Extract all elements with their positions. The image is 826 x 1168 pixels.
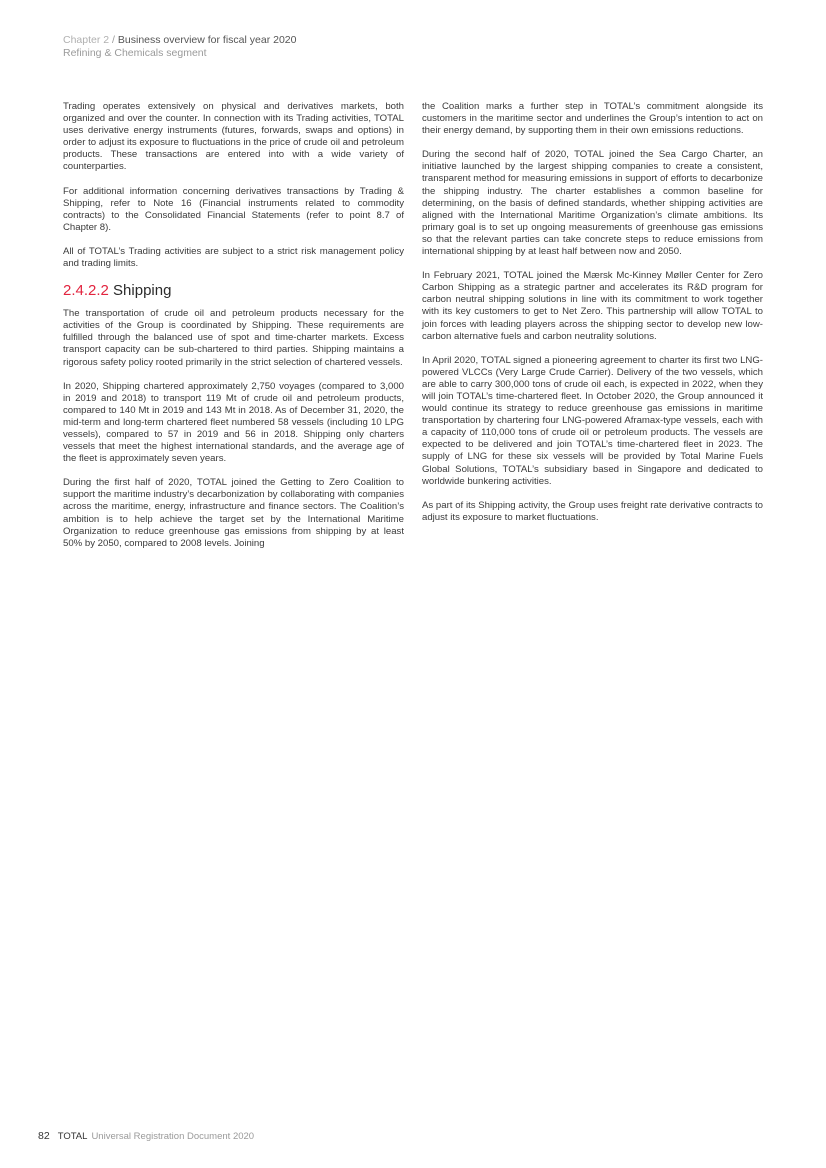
document-title: Universal Registration Document 2020 [91,1131,255,1142]
paragraph: In April 2020, TOTAL signed a pioneering agreement to charter its first two LNG-powered VLCCs (Very Large Crude Carrier). Delivery of the two vessels, which are able to carry 300,000 tons of crude oil each, is expected in 2022, when they will join TOTAL’s time-chartered fleet. In October 2020, the Group announced it would continue its strategy to reduce greenhouse gas emissions in maritime transportation by chartering four LNG-powered Aframax-type vessels, each with a capacity of 110,000 tons of crude oil or petroleum products. The vessels are expected to be delivered and join TOTAL’s time-chartered fleet in 2023. The supply of LNG for these six vessels will be provided by Total Marine Fuels Global Solutions, TOTAL’s subsidiary based in Singapore and dedicated to worldwide bunkering activities. [422,354,763,487]
page-footer [38,1130,254,1142]
brand-name: TOTAL [57,1131,88,1142]
left-column [63,101,404,562]
paragraph: The transportation of crude oil and petroleum products necessary for the activities of the Group is coordinated by Shipping. These requirements are fulfilled through the balanced use of spot and time-charter markets. Excess transport capacity can be sub-chartered to third parties. Shipping maintains a rigorous safety policy rooted primarily in the strict selection of chartered vessels. [63,308,404,368]
chapter-label: Chapter 2 [63,34,110,46]
paragraph: All of TOTAL’s Trading activities are subject to a strict risk management policy and trading limits. [63,245,404,270]
paragraph: In 2020, Shipping chartered approximately 2,750 voyages (compared to 3,000 in 2019 and 2018) to transport 119 Mt of crude oil and petroleum products, compared to 140 Mt in 2019 and 143 Mt in 2018. As of December 31, 2020, the mid-term and long-term chartered fleet numbered 58 vessels (including 10 LPG vessels), compared to 57 in 2019 and 56 in 2018. Shipping only charters vessels that meet the highest international standards, and the average age of the fleet is approximately seven years. [63,380,404,465]
chapter-separator: / [109,34,118,46]
paragraph: Trading operates extensively on physical and derivatives markets, both organized and over the counter. In connection with its Trading activities, TOTAL uses derivative energy instruments (futures, forwards, swaps and options) in order to adjust its exposure to fluctuations in the price of crude oil and petroleum products. These transactions are entered into with a wide variety of counterparties. [63,101,404,173]
right-column [422,101,763,536]
chapter-title: Business overview for fiscal year 2020 [117,34,297,46]
segment-title: Refining & Chemicals segment [63,47,207,59]
section-heading [63,282,404,300]
header-chapter-line [63,34,296,47]
section-title: Shipping [108,282,172,300]
paragraph: As part of its Shipping activity, the Group uses freight rate derivative contracts to adjust its exposure to market fluctuations. [422,499,763,523]
running-header [63,34,296,60]
paragraph: In February 2021, TOTAL joined the Mærsk Mc-Kinney Møller Center for Zero Carbon Shipping as a strategic partner and accelerates its R&D program for carbon neutral shipping solutions in line with its commitment to work together with its key customers to get to Net Zero. This partnership will allow TOTAL to join forces with leading players across the shipping sector to develop new low-carbon alternative fuels and carbon neutrality solutions. [422,270,763,342]
paragraph: During the first half of 2020, TOTAL joined the Getting to Zero Coalition to support the maritime industry’s decarbonization by collaborating with companies across the maritime, energy, infrastructure and finance sectors. The Coalition’s ambition is to help achieve the target set by the International Maritime Organization to reduce greenhouse gas emissions from shipping by at least 50% by 2050, compared to 2008 levels. Joining [63,477,404,549]
paragraph: For additional information concerning derivatives transactions by Trading & Shipping, refer to Note 16 (Financial instruments related to commodity contracts) to the Consolidated Financial Statements (refer to point 8.7 of Chapter 8). [63,185,404,233]
paragraph: the Coalition marks a further step in TOTAL’s commitment alongside its customers in the maritime sector and underlines the Group’s intention to act on their energy demand, by supporting them in their own emissions reductions. [422,101,763,137]
page-number: 82 [38,1130,50,1142]
section-number: 2.4.2.2 [63,282,109,300]
paragraph: During the second half of 2020, TOTAL joined the Sea Cargo Charter, an initiative launched by the largest shipping companies to create a consistent, transparent method for measuring emissions in support of efforts to decarbonize the shipping industry. The charter establishes a common baseline for determining, on the basis of defined standards, whether shipping activities are aligned with the International Maritime Organization’s climate ambitions. Its primary goal is to set up ongoing measurements of greenhouse gas emissions so that the relevant parties can take concrete steps to reduce emissions from international shipping by at least half between now and 2050. [422,149,763,258]
